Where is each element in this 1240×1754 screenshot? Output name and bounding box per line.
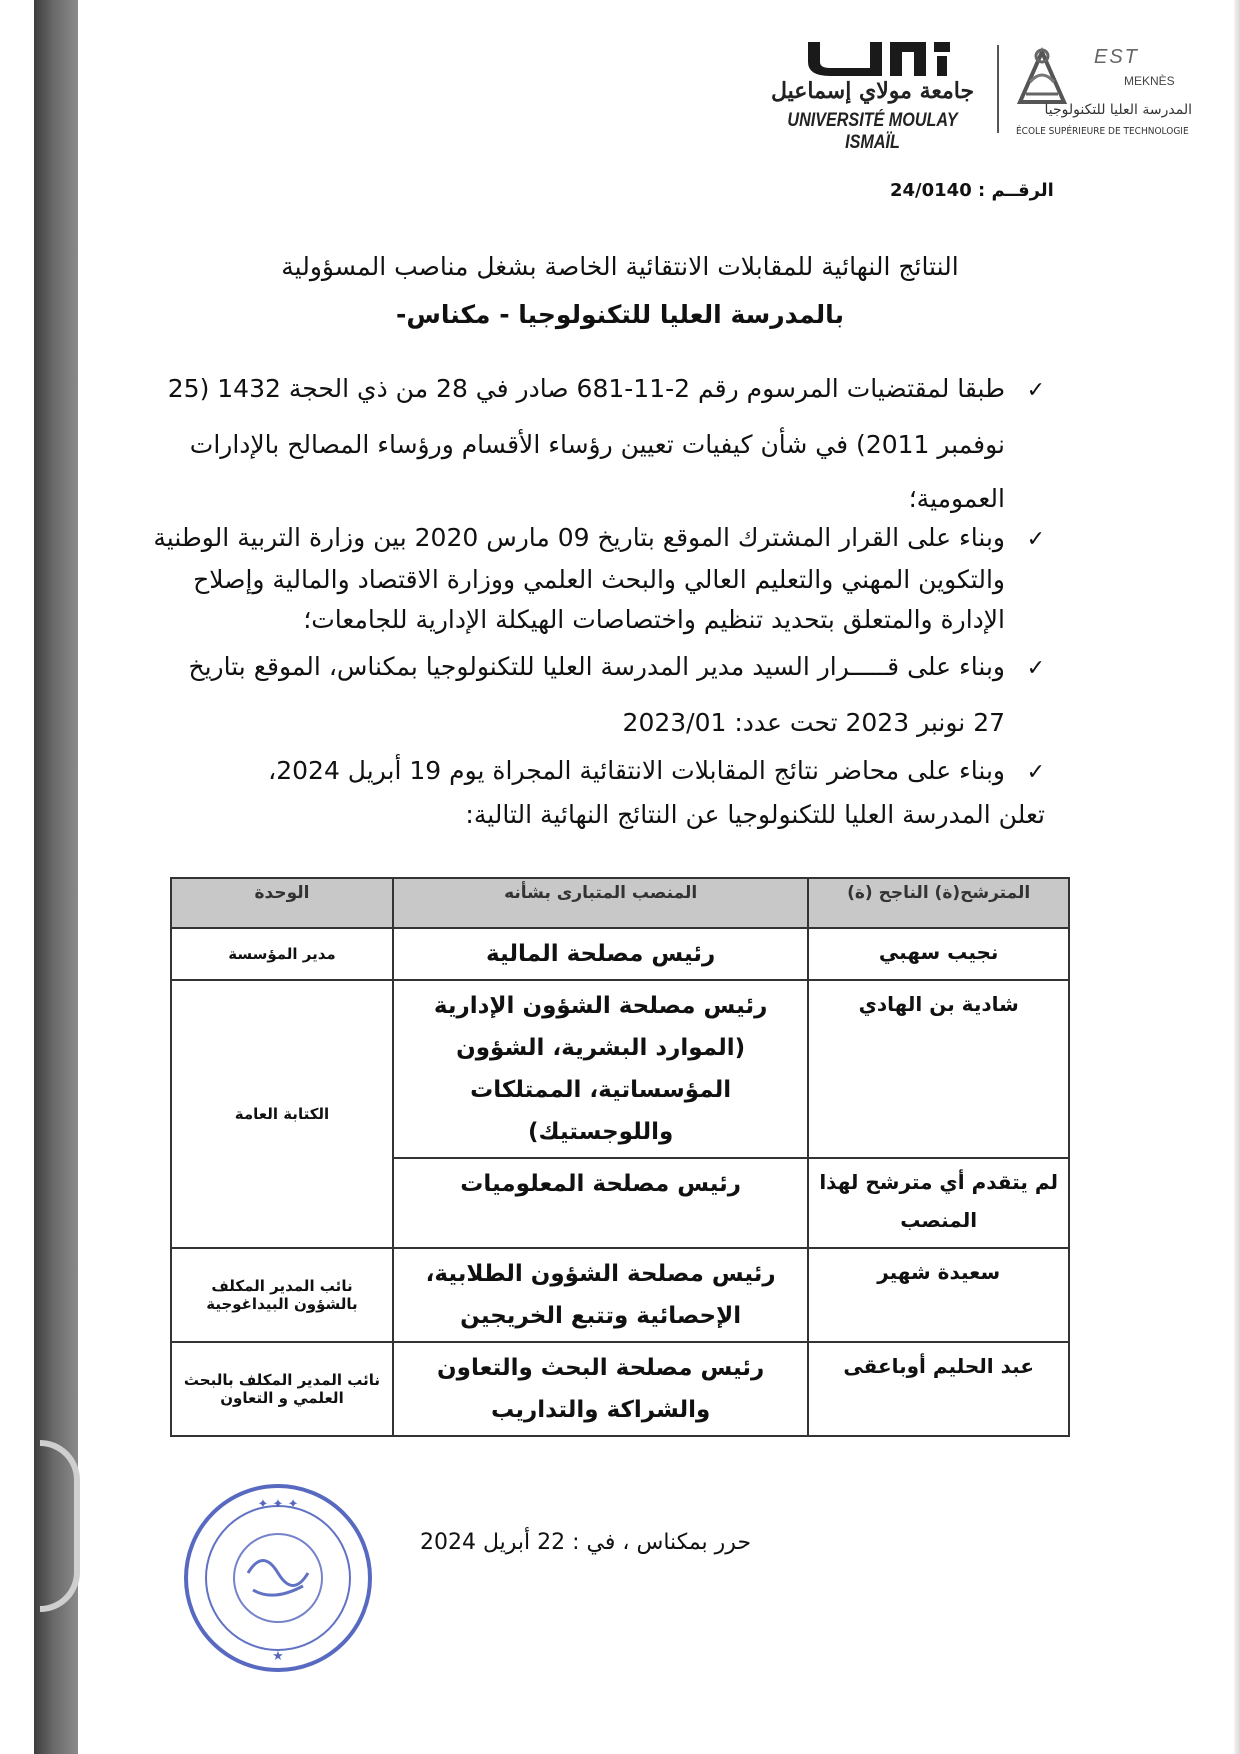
header-divider: [997, 45, 999, 133]
university-name-ar: جامعة مولاي إسماعيل: [770, 78, 975, 104]
consideration-line: العمومية؛: [908, 484, 1005, 513]
header-unit: الوحدة: [171, 878, 393, 928]
umi-logo-mark: [804, 38, 954, 76]
consideration-line: وبناء على القرار المشترك الموقع بتاريخ 09 مارس 2020 بين وزارة التربية الوطنية: [153, 523, 1005, 552]
consideration-line: والتكوين المهني والتعليم العالي والبحث العلمي ووزارة الاقتصاد والمالية وإصلاح: [193, 565, 1005, 594]
university-name-fr: UNIVERSITÉ MOULAY ISMAÏL: [787, 110, 958, 153]
results-table: [170, 877, 1070, 1437]
table-row: [171, 928, 1069, 980]
reference-number: [890, 180, 1054, 201]
winner-cell: شادية بن الهادي: [808, 980, 1069, 1158]
consideration-4: [140, 744, 1045, 800]
check-icon: ✓: [1026, 527, 1045, 552]
winner-cell: عبد الحليم أوباعقى: [808, 1342, 1069, 1436]
header-post: المنصب المتبارى بشأنه: [393, 878, 808, 928]
school-logo: [1012, 42, 1192, 142]
consideration-line: نوفمبر 2011) في شأن كيفيات تعيين رؤساء الأقسام ورؤساء المصالح بالإدارات: [189, 430, 1005, 459]
results-intro: تعلن المدرسة العليا للتكنولوجيا عن النتائج النهائية التالية:: [465, 800, 1045, 829]
consideration-line: وبناء على قـــــرار السيد مدير المدرسة العليا للتكنولوجيا بمكناس، الموقع بتاريخ: [188, 652, 1005, 681]
post-cell: رئيس مصلحة الشؤون الطلابية، الإحصائية وتتبع الخريجين: [393, 1248, 808, 1342]
unit-cell: الكتابة العامة: [171, 980, 393, 1248]
table-header-row: [171, 878, 1069, 928]
consideration-line: 27 نونبر 2023 تحت عدد: 2023/01: [622, 708, 1005, 737]
post-cell: رئيس مصلحة المعلوميات: [393, 1158, 808, 1248]
winner-cell: نجيب سهبي: [808, 928, 1069, 980]
unit-cell: نائب المدير المكلف بالشؤون البيداغوجية: [171, 1248, 393, 1342]
binding-decoration: [40, 1440, 80, 1612]
reference-label: الرقــم :: [978, 180, 1054, 201]
table-row: [171, 980, 1069, 1158]
document-title: النتائج النهائية للمقابلات الانتقائية الخاصة بشغل مناصب المسؤولية: [281, 252, 959, 281]
consideration-2: [140, 518, 1045, 640]
check-icon: ✓: [1026, 656, 1045, 681]
school-name-fr: ÉCOLE SUPÉRIEURE DE TECHNOLOGIE: [1016, 126, 1189, 137]
check-icon: ✓: [1026, 760, 1045, 785]
consideration-line: وبناء على محاضر نتائج المقابلات الانتقائية المجراة يوم 19 أبريل 2024،: [268, 756, 1005, 785]
unit-cell: مدير المؤسسة: [171, 928, 393, 980]
consideration-line: الإدارة والمتعلق بتحديد تنظيم واختصاصات الهيكلة الإدارية للجامعات؛: [303, 605, 1005, 634]
official-stamp: [178, 1478, 378, 1678]
header-winner: المترشح(ة) الناجح (ة): [808, 878, 1069, 928]
winner-cell: لم يتقدم أي مترشح لهذا المنصب: [808, 1158, 1069, 1248]
table-row: [171, 1342, 1069, 1436]
left-binding-bar: [34, 0, 78, 1754]
table-row: [171, 1248, 1069, 1342]
school-city: MEKNÈS: [1124, 74, 1175, 88]
consideration-line: طبقا لمقتضيات المرسوم رقم 2-11-681 صادر في 28 من ذي الحجة 1432 (25: [167, 374, 1005, 403]
check-icon: ✓: [1026, 378, 1045, 403]
unit-cell: نائب المدير المكلف بالبحث العلمي و التعاون: [171, 1342, 393, 1436]
document-subtitle: بالمدرسة العليا للتكنولوجيا - مكناس-: [396, 300, 844, 329]
svg-text:★: ★: [272, 1649, 284, 1664]
svg-text:✦ ✦ ✦: ✦ ✦ ✦: [257, 1497, 299, 1512]
school-short-name: EST: [1094, 46, 1139, 68]
post-cell: رئيس مصلحة الشؤون الإدارية (الموارد البشرية، الشؤون المؤسساتية، الممتلكات واللوجستيك): [393, 980, 808, 1158]
post-cell: رئيس مصلحة المالية: [393, 928, 808, 980]
page-edge-shadow: [1234, 0, 1240, 1754]
consideration-3: [140, 640, 1045, 750]
winner-cell: سعيدة شهير: [808, 1248, 1069, 1342]
school-name-ar: المدرسة العليا للتكنولوجيا: [1044, 102, 1192, 118]
signature-date: حرر بمكناس ، في : 22 أبريل 2024: [420, 1530, 752, 1555]
consideration-1: [140, 362, 1045, 526]
university-logo: [770, 30, 975, 153]
post-cell: رئيس مصلحة البحث والتعاون والشراكة والتداريب: [393, 1342, 808, 1436]
reference-value: 24/0140: [890, 180, 972, 201]
